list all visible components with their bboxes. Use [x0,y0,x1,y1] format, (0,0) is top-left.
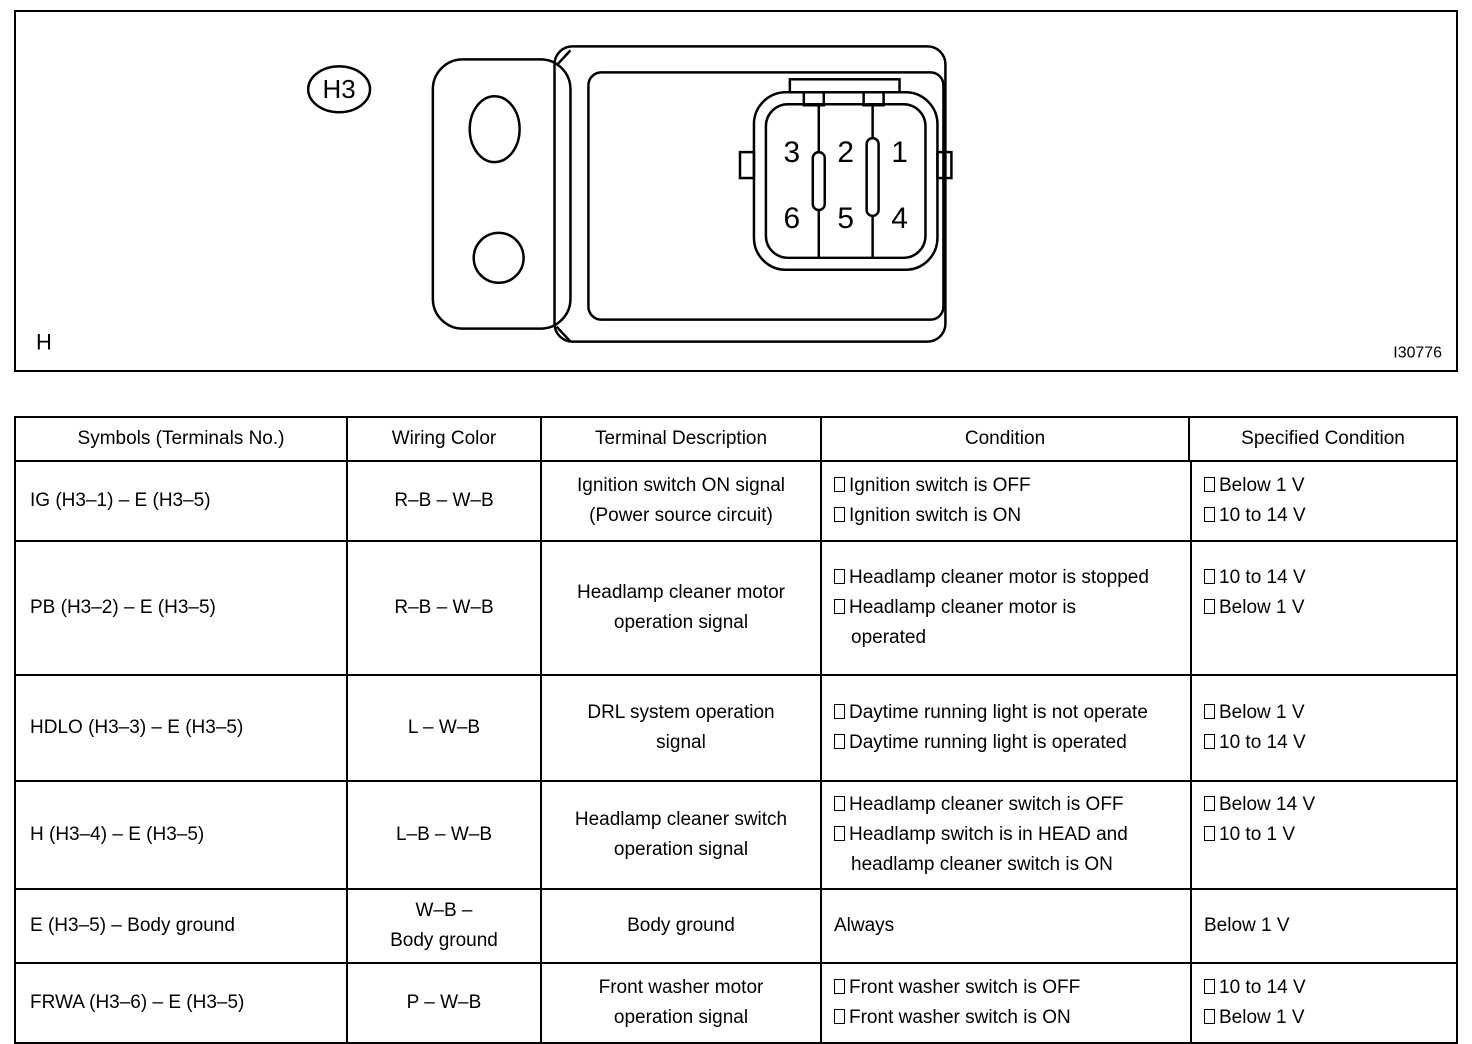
square-bullet-icon [834,599,845,614]
square-bullet-icon [834,477,845,492]
wiring-color [346,964,540,1042]
condition-specified-pairs [822,542,1456,674]
square-bullet-icon [1204,569,1215,584]
connector-tab-left [740,152,754,178]
condition-item: Headlamp cleaner motor is stopped [822,563,1190,593]
condition-specified-group [820,542,1456,674]
wiring-color-line: R–B – W–B [394,597,494,618]
specified-condition-item: 10 to 14 V [1190,973,1456,1003]
terminal-symbol: H (H3–4) – E (H3–5) [30,824,205,845]
terminal-description [540,782,820,888]
terminal-description-line: Headlamp cleaner switch [574,809,788,830]
connector-diagram [16,12,1456,370]
connector-id-label: H3 [322,76,356,105]
bracket-hole-top [470,96,520,162]
square-bullet-icon [1204,734,1215,749]
condition-specified-group [820,890,1456,962]
column-header: Terminal Description [540,418,820,460]
specified-condition-item: 10 to 14 V [1190,501,1456,531]
square-bullet-icon [1204,796,1215,811]
terminal-description-line: operation signal [613,1007,749,1028]
condition-specified-pairs [822,890,1456,962]
terminal-description-line: signal [656,732,706,753]
square-bullet-icon [1204,507,1215,522]
wiring-color-line: L – W–B [407,717,481,738]
table-row [16,888,1456,962]
terminal-description-line: Front washer motor [598,977,764,998]
terminal-description-line: (Power source circuit) [589,505,773,526]
specified-condition-item: 10 to 14 V [1190,563,1456,593]
terminal-symbol: PB (H3–2) – E (H3–5) [30,597,216,618]
wiring-color [346,782,540,888]
condition-item: Always [834,915,895,936]
wiring-color-line: L–B – W–B [395,824,493,845]
terminal-description-line: Headlamp cleaner motor [576,582,786,603]
pin-4-label: 4 [891,201,908,235]
terminal-description-line: DRL system operation [587,702,775,723]
terminal-description [540,964,820,1042]
condition-item: Ignition switch is OFF [822,471,1190,501]
terminal-description-line: Ignition switch ON signal [576,475,786,496]
figure-code: I30776 [1393,344,1443,362]
table-row [16,674,1456,780]
specified-condition-item: Below 14 V [1190,790,1456,820]
corner-label: H [35,329,52,355]
square-bullet-icon [834,796,845,811]
terminal-symbol: E (H3–5) – Body ground [30,915,235,936]
terminal-description-line: Body ground [627,915,735,936]
square-bullet-icon [834,979,845,994]
condition-specified-group [820,462,1456,540]
square-bullet-icon [1204,704,1215,719]
condition-specified-pairs [822,462,1456,540]
specified-condition-item: Below 1 V [1204,915,1290,936]
table-row [16,460,1456,540]
table-row [16,780,1456,888]
square-bullet-icon [834,734,845,749]
specified-condition-item: Below 1 V [1190,593,1456,653]
specified-condition-item: Below 1 V [1190,698,1456,728]
pin-2-label: 2 [837,136,855,170]
specified-condition-item: Below 1 V [1190,471,1456,501]
relay-body [555,46,946,341]
bracket-hole-bottom [474,233,524,283]
square-bullet-icon [834,507,845,522]
specified-condition-item: Below 1 V [1190,1003,1456,1033]
specified-condition-item: 10 to 1 V [1190,820,1456,880]
column-header: Condition [820,418,1188,460]
mounting-bracket [433,59,571,328]
condition-item: Headlamp switch is in HEAD and headlamp cleaner switch is ON [822,820,1190,880]
condition-specified-group [820,676,1456,780]
square-bullet-icon [1204,599,1215,614]
table-header-row [16,418,1456,460]
wiring-color [346,462,540,540]
pin-3-label: 3 [783,136,801,170]
connector-figure-box [14,10,1458,372]
square-bullet-icon [1204,826,1215,841]
condition-item: Headlamp cleaner motor is operated [822,593,1190,653]
condition-specified-group [820,782,1456,888]
square-bullet-icon [834,1009,845,1024]
square-bullet-icon [834,569,845,584]
terminal-description [540,890,820,962]
terminal-spec-table [14,416,1458,1044]
square-bullet-icon [1204,1009,1215,1024]
condition-specified-pairs [822,676,1456,780]
terminal-description-line: operation signal [613,839,749,860]
condition-specified-pairs [822,782,1456,888]
condition-item: Headlamp cleaner switch is OFF [822,790,1190,820]
table-row [16,540,1456,674]
condition-item: Front washer switch is OFF [822,973,1190,1003]
column-header: Specified Condition [1188,418,1456,460]
pin-5-label: 5 [837,201,855,235]
square-bullet-icon [834,704,845,719]
square-bullet-icon [834,826,845,841]
terminal-symbol: IG (H3–1) – E (H3–5) [30,490,211,511]
specified-condition-item: 10 to 14 V [1190,728,1456,758]
table-row [16,962,1456,1042]
terminal-symbol: HDLO (H3–3) – E (H3–5) [30,717,244,738]
condition-item: Ignition switch is ON [822,501,1190,531]
condition-specified-pairs [822,964,1456,1042]
terminal-symbol: FRWA (H3–6) – E (H3–5) [30,992,245,1013]
wiring-color [346,542,540,674]
terminal-description-line: operation signal [613,612,749,633]
column-header: Wiring Color [346,418,540,460]
terminal-description [540,462,820,540]
connector-face-outer [754,92,937,270]
terminal-description [540,676,820,780]
condition-item: Front washer switch is ON [822,1003,1190,1033]
wiring-color-line: W–B – [415,900,473,921]
key-slot-2 [867,138,879,216]
wiring-color-line: P – W–B [406,992,482,1013]
condition-item: Daytime running light is not operate [822,698,1190,728]
square-bullet-icon [1204,477,1215,492]
wiring-color-line: Body ground [390,930,498,951]
wiring-color [346,890,540,962]
wiring-color-line: R–B – W–B [394,490,494,511]
wiring-color [346,676,540,780]
connector-tab-top-wide [790,79,900,92]
condition-item: Daytime running light is operated [822,728,1190,758]
square-bullet-icon [1204,979,1215,994]
key-slot-1 [813,152,825,210]
terminal-description [540,542,820,674]
pin-1-label: 1 [891,136,908,170]
pin-6-label: 6 [783,201,801,235]
condition-specified-group [820,964,1456,1042]
column-header: Symbols (Terminals No.) [77,428,285,449]
